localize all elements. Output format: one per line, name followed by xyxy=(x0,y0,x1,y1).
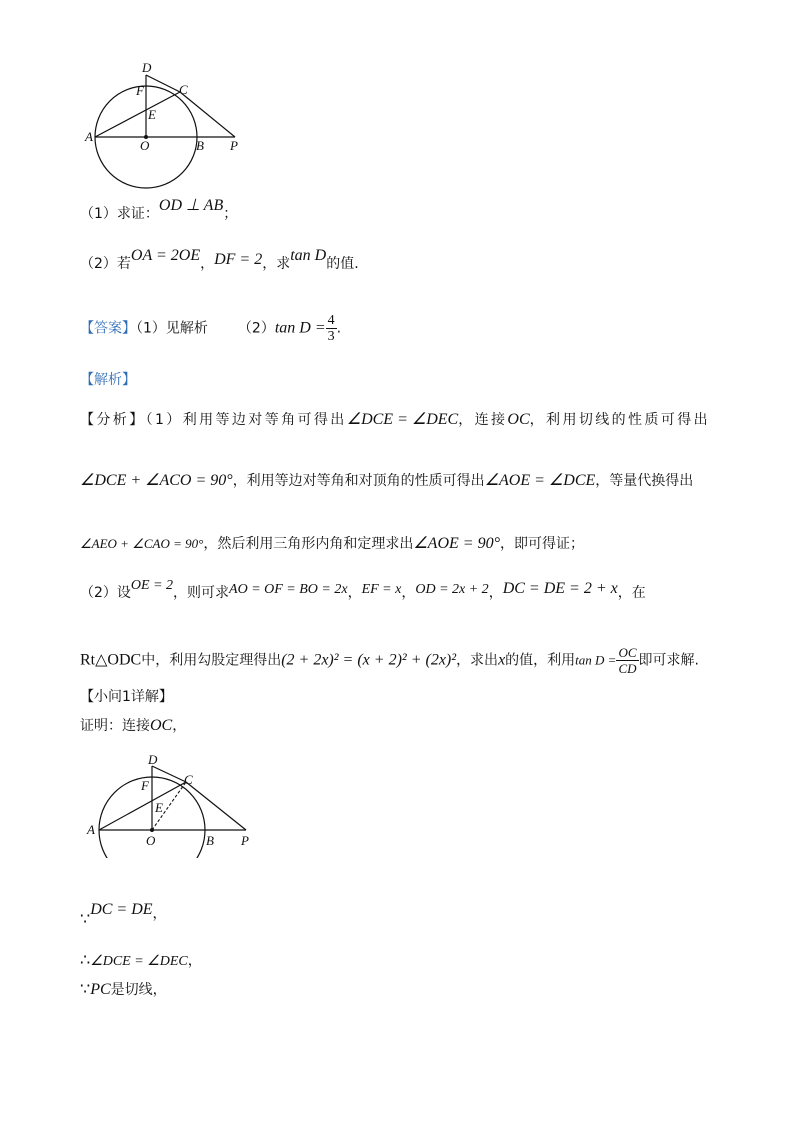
answer-num: 4 xyxy=(327,313,335,328)
proof-s2-math: ∠DCE = ∠DEC xyxy=(90,954,188,969)
because-symbol: ∵ xyxy=(80,911,91,928)
answer-fraction xyxy=(326,313,337,344)
a-l4-m1: OE = 2 xyxy=(130,578,174,593)
proof-s2-suffix: ， xyxy=(187,953,202,969)
a-l1-mid: ，连接 xyxy=(458,412,508,428)
label-A: A xyxy=(87,822,95,837)
a-l5-num: OC xyxy=(618,645,637,660)
a-l4-m4: OD = 2x + 2 xyxy=(415,582,489,597)
a-l4-m3: EF = x xyxy=(361,582,402,597)
a-l5-t4: 即可求解. xyxy=(638,652,699,669)
a-l4-m2: AO = OF = BO = 2x xyxy=(229,582,348,597)
proof-step-3 xyxy=(80,981,167,999)
label-O: O xyxy=(140,138,150,153)
a-l1-prefix: 【分析】（1）利用等边对等角可得出 xyxy=(80,412,347,428)
a-l4-t5: ，在 xyxy=(617,585,646,601)
a-l5-t3: 的值，利用 xyxy=(505,652,576,669)
proof-l1-suffix: ， xyxy=(172,718,187,734)
answer-part2-prefix: （2） xyxy=(237,320,275,337)
a-l2-suffix: ，等量代换得出 xyxy=(595,473,694,489)
a-l4-m5: DC = DE = 2 + x xyxy=(502,580,618,597)
proof-s1-math: DC = DE xyxy=(90,901,153,918)
geometry-figure-proof xyxy=(80,748,260,858)
point-O xyxy=(150,828,154,832)
label-B: B xyxy=(206,833,214,848)
sub1-tag: 【小问1详解】 xyxy=(80,689,173,705)
analysis-line-1 xyxy=(80,411,710,429)
a-l2-math2: ∠AOE = ∠DCE xyxy=(484,472,596,489)
answer-suffix: . xyxy=(336,320,342,337)
label-P: P xyxy=(241,833,249,848)
a-l5-t1: 中，利用勾股定理得出 xyxy=(141,652,282,669)
label-F: F xyxy=(141,778,149,793)
a-l4-prefix: （2）设 xyxy=(80,585,131,601)
answer-line xyxy=(80,313,341,344)
analysis-line-5 xyxy=(80,645,699,676)
q2-cond2: DF = 2 xyxy=(214,251,263,268)
question-1 xyxy=(80,197,238,223)
label-B: B xyxy=(196,138,204,153)
proof-s1-suffix: ， xyxy=(152,906,167,922)
a-l4-t3: ， xyxy=(401,585,416,601)
label-C: C xyxy=(179,82,188,97)
a-l4-t4: ， xyxy=(488,585,503,601)
a-l5-den: CD xyxy=(618,661,637,676)
label-C: C xyxy=(184,772,193,787)
label-D: D xyxy=(148,752,158,767)
q2-suffix: 的值. xyxy=(326,256,359,272)
analysis-tag: 【解析】 xyxy=(80,372,136,388)
label-D: D xyxy=(142,60,152,75)
label-E: E xyxy=(155,800,163,815)
q2-sep1: ， xyxy=(200,256,215,272)
label-O: O xyxy=(146,833,156,848)
q2-prefix: （2）若 xyxy=(80,256,131,272)
a-l3-suffix: ，即可得证； xyxy=(499,536,584,552)
label-E: E xyxy=(148,107,156,122)
question-2 xyxy=(80,247,359,273)
line-CP xyxy=(180,92,235,137)
q2-mid: ，求 xyxy=(262,256,291,272)
a-l5-m3: x xyxy=(498,651,506,669)
proof-step-1 xyxy=(80,901,167,928)
a-l3-math1: ∠AEO + ∠CAO = 90° xyxy=(80,536,204,551)
label-A: A xyxy=(85,129,93,144)
line-CP xyxy=(186,782,246,830)
analysis-line-3 xyxy=(80,535,584,553)
q1-math: OD ⊥ AB xyxy=(158,197,224,214)
label-P: P xyxy=(230,138,238,153)
a-l1-math1: ∠DCE = ∠DEC xyxy=(346,411,459,428)
a-l4-t2: ， xyxy=(347,585,362,601)
a-l1-suffix: ，利用切线的性质可得出 xyxy=(529,412,711,428)
proof-s3-math: PC xyxy=(90,981,111,998)
geometry-figure-top xyxy=(80,55,260,200)
proof-step-2 xyxy=(80,952,202,971)
q2-target: tan D xyxy=(290,247,327,264)
a-l5-m1: Rt△ODC xyxy=(80,651,142,669)
proof-s3-suffix: 是切线， xyxy=(110,982,167,998)
answer-den: 3 xyxy=(327,329,335,344)
answer-tag: 【答案】 xyxy=(80,320,136,337)
a-l3-mid: ，然后利用三角形内角和定理求出 xyxy=(203,536,414,552)
a-l2-math1: ∠DCE + ∠ACO = 90° xyxy=(80,472,233,489)
a-l5-m4: tan D = xyxy=(575,652,617,668)
a-l1-math2: OC xyxy=(507,411,530,428)
therefore-symbol: ∴ xyxy=(80,952,91,969)
a-l2-mid: ，利用等边对等角和对顶角的性质可得出 xyxy=(232,473,485,489)
a-l5-m2: (2 + 2x)² = (x + 2)² + (2x)² xyxy=(281,651,457,669)
q2-cond1: OA = 2OE xyxy=(130,247,201,264)
a-l4-t1: ，则可求 xyxy=(173,585,230,601)
analysis-line-4 xyxy=(80,578,646,603)
proof-line-1 xyxy=(80,717,186,735)
a-l3-math2: ∠AOE = 90° xyxy=(413,535,500,552)
answer-part1: （1）见解析 xyxy=(136,320,208,337)
a-l5-fraction xyxy=(616,645,638,676)
proof-l1-math: OC xyxy=(150,717,173,734)
q1-suffix: ； xyxy=(223,206,238,222)
line-AC xyxy=(95,92,180,137)
a-l5-t2: ，求出 xyxy=(456,652,499,669)
because-symbol: ∵ xyxy=(80,981,91,998)
answer-lhs: tan D = xyxy=(274,319,326,337)
label-F: F xyxy=(136,83,144,98)
analysis-line-2 xyxy=(80,472,693,490)
proof-l1-text: 证明：连接 xyxy=(80,718,150,734)
q1-prefix: （1）求证： xyxy=(80,206,159,222)
